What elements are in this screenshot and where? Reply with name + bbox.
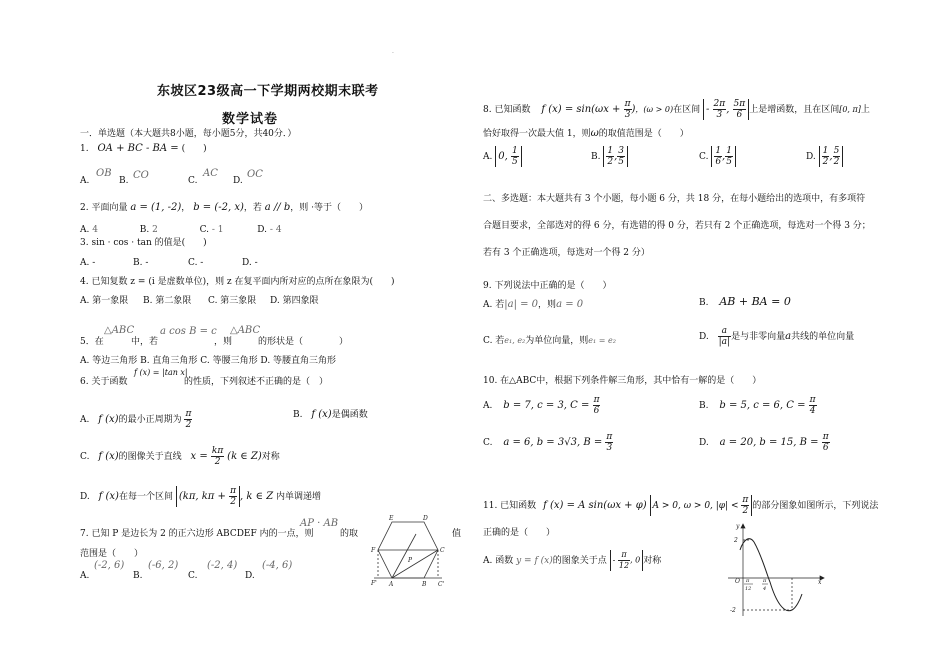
label-b: B [422, 581, 427, 588]
q11-sine-graph [728, 520, 828, 618]
section-2-line-3: 若有 3 个正确选项，每选对一个得 2 分） [483, 248, 650, 258]
label-e: E [389, 515, 394, 522]
q7-option-b: B. [133, 571, 143, 581]
label-f: F [371, 547, 376, 554]
q8-stem: 8. 已知函数 f (x) = sin(ωx + $\frac{\pi}{3}$ )，(ω > 0)在区间 - $\frac{2\pi}{3}$ , $\frac{5\pi}{6}$ 上是增函数，且在区间[0, π]上 [483, 99, 870, 120]
q3-stem: 3. sin · cos · tan 的值是( ) [80, 238, 207, 248]
q8-line-2: 恰好取得一次最大值 1，则ω的取值范围是（ ） [483, 128, 689, 139]
q5-options: A. 等边三角形 B. 直角三角形 C. 等腰三角形 D. 等腰直角三角形 [80, 356, 337, 366]
vector-ap [392, 534, 416, 578]
label-c-prime: C' [438, 581, 445, 588]
q5-mid: 中，若 [131, 337, 159, 347]
label-c: C [440, 547, 445, 554]
graph-y-arrow [741, 524, 745, 528]
q8-option-c: C. $\frac{1}{6}$ , $\frac{1}{5}$ [699, 146, 736, 167]
q7-stem-post-2: 值 [452, 529, 462, 539]
q11-option-a: A. 函数 y = f (x)的图象关于点 - $\frac{\pi}{12}$ , 0 对称 [483, 550, 662, 570]
q5-stem: 5．在 [80, 337, 104, 347]
q7-option-a-value: (-2, 6) [94, 560, 125, 571]
q10-option-d: D. a = 20, b = 15, B = $\frac{\pi}{6}$ [699, 432, 829, 453]
q7-option-d: D. [245, 571, 255, 581]
graph-tick-1-den: 12 [745, 586, 752, 592]
q9-option-c: C. 若e₁, e₂为单位向量，则e₁ = e₂ [483, 336, 616, 346]
q7-option-c-value: (-2, 4) [207, 560, 238, 571]
q7-hexagon-figure [366, 512, 450, 594]
q5-then: ，则 [214, 337, 233, 347]
q10-option-b: B. b = 5, c = 6, C = $\frac{\pi}{4}$ [699, 395, 816, 416]
q5-triangle-2: △ABC [230, 325, 261, 336]
graph-sine-curve [740, 539, 802, 611]
q1-option-d-value: OC [247, 169, 263, 180]
graph-tick-2-den: 4 [763, 586, 767, 592]
graph-tick-1-num: π [746, 578, 750, 584]
q7-stem-post: 的取 [340, 529, 359, 539]
q3-option-c: C. - [188, 258, 204, 268]
graph-max-label: 2 [734, 537, 738, 544]
q1-stem: 1. OA + BC - BA = ( ) [80, 143, 207, 154]
q3-option-a: A. - [80, 258, 96, 268]
q6-option-d: D. f (x)在每一个区间 (kπ, kπ + $\frac{\pi}{2}$ , k ∈ Z 内单调递增 [80, 486, 322, 507]
graph-origin-label: O [735, 578, 740, 585]
q5-triangle: △ABC [104, 325, 135, 336]
exam-subject: 数学试卷 [222, 112, 279, 127]
q1-option-a: A. [80, 176, 90, 186]
q7-stem: 7. 已知 P 是边长为 2 的正六边形 ABCDEF 内的一点，则 [80, 529, 314, 539]
graph-min-label: -2 [730, 607, 736, 614]
q1-option-a-value: OB [96, 168, 112, 179]
q1-option-d: D. [233, 176, 243, 186]
q6-stem-pre: 6. 关于函数 [80, 377, 128, 387]
q8-option-d: D. $\frac{1}{2}$ , $\frac{5}{2}$ [806, 146, 843, 167]
q4-option-d: D. 第四象限 [270, 296, 319, 306]
label-a: A [389, 581, 394, 588]
q6-option-b: B. f (x)是偶函数 [293, 409, 368, 420]
q9-option-b: B. AB + BA = 0 [699, 295, 791, 308]
q1-option-c-value: AC [203, 168, 218, 179]
q3-option-b: B. - [133, 258, 149, 268]
q9-option-d: D. $\frac{a}{|a|}$ 是与非零向量a共线的单位向量 [699, 326, 855, 347]
q2-options: A. 4 B. 2 C. - 1 D. - 4 [80, 225, 282, 235]
q4-option-b: B. 第二象限 [143, 296, 192, 306]
section-2-line-1: 二、多选题：本大题共有 3 个小题，每小题 6 分，共 18 分，在每小题给出的选项中，有多项符 [483, 194, 866, 204]
exam-title: 东坡区23级高一下学期两校期末联考 [157, 84, 379, 99]
q11-line-2: 正确的是（ ） [483, 528, 556, 538]
q3-option-d: D. - [242, 258, 258, 268]
q6-option-a: A. f (x)的最小正周期为 $\frac{\pi}{2}$ [80, 409, 192, 430]
graph-y-label: y [736, 523, 740, 530]
q7-option-c: C. [188, 571, 198, 581]
section-1-heading: 一．单选题（本大题共8小题，每小题5分，共40分．） [80, 129, 297, 139]
graph-x-label: x [818, 579, 822, 586]
q6-option-c: C. f (x)的图像关于直线 x = $\frac{k\pi}{2}$ (k ∈ Z)对称 [80, 446, 280, 467]
q4-stem: 4. 已知复数 z = (i 是虚数单位)，则 z 在复平面内所对应的点所在象限为( ) [80, 277, 395, 287]
page-dot: . [392, 48, 394, 55]
q1-option-c: C. [188, 176, 198, 186]
q7-option-b-value: (-6, 2) [148, 560, 179, 571]
q4-option-a: A. 第一象限 [80, 296, 129, 306]
q10-option-a: A. b = 7, c = 3, C = $\frac{\pi}{6}$ [483, 395, 600, 416]
q7-option-a: A. [80, 571, 90, 581]
q9-option-a: A. 若|a| = 0，则a = 0 [483, 299, 584, 310]
q7-line-2: 范围是（ ） [80, 549, 144, 559]
q1-option-b-value: CO [133, 170, 149, 181]
section-2-line-2: 合题目要求，全部选对的得 6 分，有选错的得 0 分，若只有 2 个正确选项，每选对一个得 3 分； [483, 221, 871, 231]
graph-tick-2-num: π [763, 578, 767, 584]
q2-stem: 2. 平面向量 a = (1, -2)， b = (-2, x)，若 a // b，则 ·等于（ ） [80, 202, 368, 213]
q10-stem: 10. 在△ABC中，根据下列条件解三角形，其中恰有一解的是（ ） [483, 376, 762, 386]
q6-function: f (x) = |tan x| [134, 368, 188, 377]
q8-option-a: A. 0, $\frac{1}{5}$ [483, 146, 522, 167]
label-p: P [408, 557, 413, 564]
q10-option-c: C. a = 6, b = 3√3, B = $\frac{\pi}{3}$ [483, 432, 613, 453]
label-f-prime: F' [371, 580, 377, 587]
label-d: D [423, 515, 428, 522]
q9-stem: 9. 下列说法中正确的是（ ） [483, 281, 612, 291]
q5-condition: a cos B = c [160, 326, 217, 337]
q4-option-c: C. 第三象限 [208, 296, 257, 306]
q1-option-b: B. [119, 176, 129, 186]
q7-dot-product: AP · AB [300, 518, 339, 529]
q5-post: 的形状是（ ） [258, 337, 349, 347]
q8-option-b: B. $\frac{1}{2}$ , $\frac{3}{5}$ [591, 146, 628, 167]
q7-option-d-value: (-4, 6) [262, 560, 293, 571]
q11-stem: 11. 已知函数 f (x) = A sin(ωx + φ) A > 0, ω > 0, |φ| < $\frac{\pi}{2}$ 的部分图象如图所示，下列说法 [483, 495, 879, 516]
q6-stem-post: 的性质，下列叙述不正确的是（ ） [184, 377, 329, 387]
